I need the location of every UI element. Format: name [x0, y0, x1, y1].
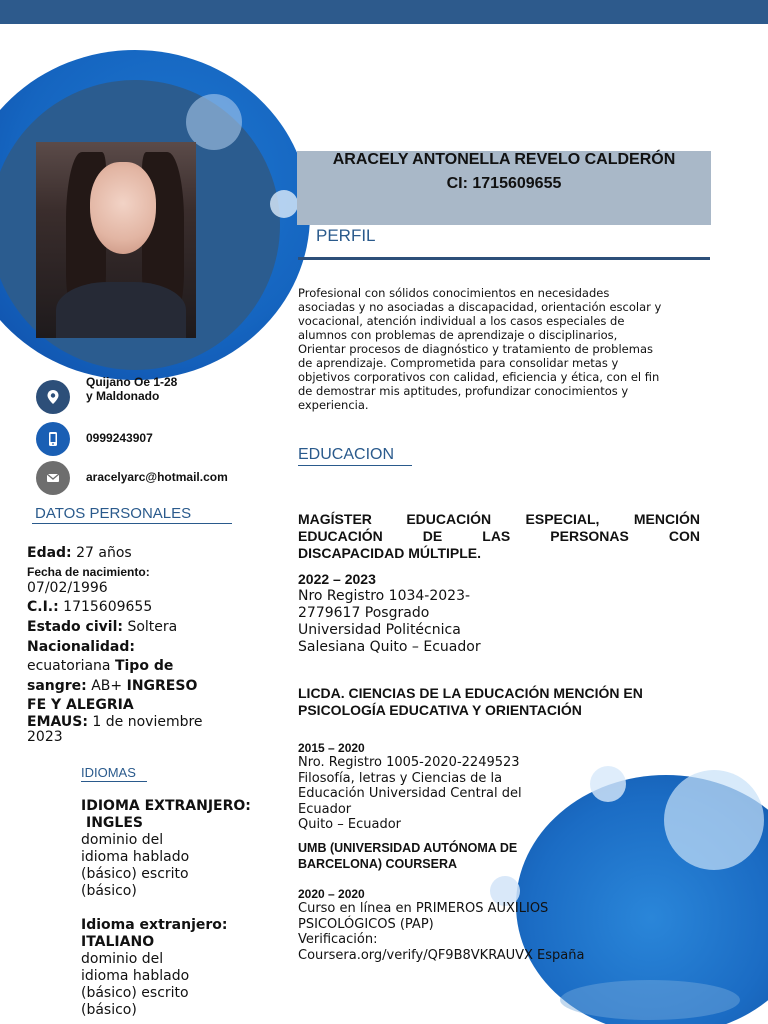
profile-title: PERFIL	[316, 226, 376, 245]
education-title: EDUCACION	[298, 446, 395, 463]
address: Quijano Oe 1-28 y Maldonado	[86, 375, 178, 403]
civil-status: Estado civil: Soltera	[27, 619, 178, 635]
title-underline	[298, 465, 412, 466]
language-1-name: INGLES	[86, 815, 143, 831]
language-2-label: Idioma extranjero:	[81, 917, 228, 933]
divider	[298, 257, 710, 260]
nationality-label: Nacionalidad:	[27, 639, 135, 655]
emaus-year: 2023	[27, 729, 63, 745]
language-1-label: IDIOMA EXTRANJERO:	[81, 798, 251, 814]
email-icon	[36, 461, 70, 495]
top-bar	[0, 0, 768, 24]
education-3-details: Curso en línea en PRIMEROS AUXILIOS PSICOLÓGICOS (PAP) Verificación: Coursera.org/verify/QF9B8VKRAUVX España	[298, 901, 585, 963]
education-2-years: 2015 – 2020	[298, 741, 365, 755]
education-1-details: Nro Registro 1034-2023- 2779617 Posgrado Universidad Politécnica Salesiana Quito – Ecuador	[298, 588, 481, 655]
email-address: aracelyarc@hotmail.com	[86, 470, 228, 484]
emaus-date: EMAUS: 1 de noviembre	[27, 714, 203, 730]
decorative-bubble	[590, 766, 626, 802]
education-3-years: 2020 – 2020	[298, 887, 365, 901]
education-1-years: 2022 – 2023	[298, 571, 376, 587]
full-name: ARACELY ANTONELLA REVELO CALDERÓN	[332, 151, 676, 168]
phone-icon	[36, 422, 70, 456]
blood-type: sangre: AB+ INGRESO	[27, 678, 198, 694]
education-3-title: UMB (UNIVERSIDAD AUTÓNOMA DE BARCELONA) COURSERA	[298, 841, 518, 871]
fe-y-alegria: FE Y ALEGRIA	[27, 697, 134, 713]
decorative-brush	[560, 980, 740, 1020]
title-underline	[32, 523, 232, 524]
language-2-level: dominio del idioma hablado (básico) escrito (básico)	[81, 951, 190, 1018]
languages-title: IDIOMAS	[81, 765, 136, 780]
birth-date: 07/02/1996	[27, 580, 108, 596]
profile-text: Profesional con sólidos conocimientos en necesidades asociadas y no asociadas a discapacidad, orientación escolar y vocacional, atención individual a los casos especiales de alumnos con problemas de aprendizaje o disciplinarios, Orientar procesos de diagnóstico y tratamiento de problemas de aprendizaje. Comprometida para consolidar metas y objetivos corporativos con calidad, eficiencia y ética, con el fin de demostrar mis aptitudes, profundizar conocimientos y experiencia.	[298, 286, 662, 412]
education-2-title: LICDA. CIENCIAS DE LA EDUCACIÓN MENCIÓN EN PSICOLOGÍA EDUCATIVA Y ORIENTACIÓN	[298, 685, 643, 718]
phone-number: 0999243907	[86, 431, 153, 445]
decorative-bubble	[664, 770, 764, 870]
profile-photo	[36, 142, 196, 338]
education-1-title: MAGÍSTER EDUCACIÓN ESPECIAL, MENCIÓN EDUCACIÓN DE LAS PERSONAS CON DISCAPACIDAD MÚLTIPLE.	[298, 511, 700, 561]
id-number: C.I.: 1715609655	[27, 599, 153, 615]
language-1-level: dominio del idioma hablado (básico) escrito (básico)	[81, 832, 190, 899]
personal-data-title: DATOS PERSONALES	[35, 505, 192, 522]
nationality: ecuatoriana Tipo de	[27, 658, 174, 674]
name-box	[297, 151, 711, 225]
location-icon	[36, 380, 70, 414]
birth-date-label: Fecha de nacimiento:	[27, 565, 150, 579]
age: Edad: 27 años	[27, 545, 132, 561]
education-2-details: Nro. Registro 1005-2020-2249523 Filosofía, letras y Ciencias de la Educación Universidad Central del Ecuador Quito – Ecuador	[298, 755, 522, 832]
ci-number: CI: 1715609655	[446, 175, 562, 192]
decorative-bubble	[270, 190, 298, 218]
language-2-name: ITALIANO	[81, 934, 155, 950]
title-underline	[81, 781, 147, 782]
